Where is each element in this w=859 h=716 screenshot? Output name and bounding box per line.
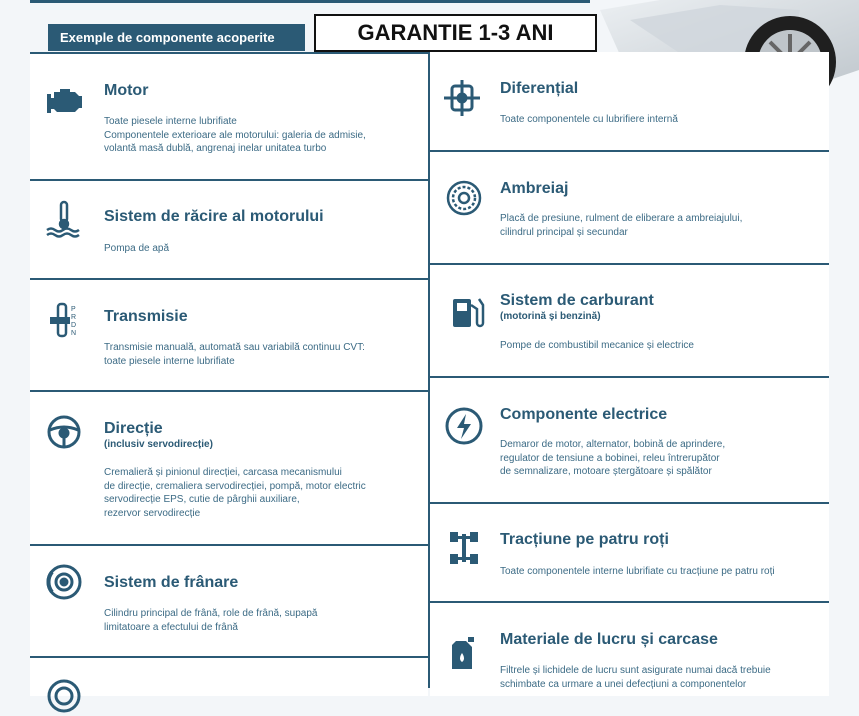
svg-text:P: P [71, 306, 76, 313]
card-subtitle: (inclusiv servodirecție) [104, 439, 213, 450]
card-motor [30, 52, 428, 179]
desc-line: Filtrele și lichidele de lucru sunt asigurate numai dacă trebuie [500, 665, 771, 676]
card-title: Sistem de carburant [500, 292, 654, 309]
svg-text:D: D [71, 322, 77, 329]
card-title: Diferențial [500, 80, 579, 97]
desc-line: de direcție, cremaliera servodirecției, pompă, motor electric [104, 480, 366, 492]
card-title: Transmisie [104, 308, 188, 325]
card-description [500, 664, 825, 691]
card-title: Sistem de răcire al motorului [104, 208, 324, 225]
partial-icon [44, 676, 84, 716]
lightning-icon [444, 406, 484, 446]
desc-line: schimbate ca urmare a unei defecțiuni a componentelor [500, 678, 747, 690]
card-title: Direcție [104, 420, 163, 437]
four-wheel-drive-icon [444, 528, 484, 568]
card-electrical [430, 376, 829, 502]
gear-shift-icon [44, 300, 84, 340]
card-cooling [30, 179, 428, 278]
card-clutch [430, 150, 829, 263]
desc-line: cilindrul principal și secundar [500, 226, 628, 238]
desc-line: Componentele exterioare ale motorului: galeria de admisie, [104, 129, 366, 141]
card-title: Sistem de frânare [104, 574, 239, 591]
card-description [500, 113, 820, 127]
desc-line: Toate piesele interne lubrifiate [104, 116, 237, 127]
desc-line: de semnalizare, motoare ștergătoare și spălător [500, 466, 712, 477]
top-border [30, 0, 590, 3]
card-description [500, 339, 820, 353]
coolant-thermometer-icon [44, 199, 84, 239]
card-fluids [430, 601, 829, 696]
card-description [104, 341, 414, 368]
card-title: Ambreiaj [500, 180, 569, 197]
card-steering [30, 390, 428, 544]
brake-disc-icon [44, 562, 84, 602]
card-transmission [30, 278, 428, 390]
card-title: Motor [104, 82, 149, 99]
desc-line: Cilindru principal de frână, role de frână, supapă [104, 608, 318, 619]
desc-line: Pompa de apă [104, 243, 170, 254]
card-subtitle: (motorină și benzină) [500, 311, 601, 322]
desc-line: volantă masă dublă, angrenaj inelar unitatea turbo [104, 143, 327, 154]
engine-icon [44, 80, 84, 120]
card-title: Materiale de lucru și carcase [500, 631, 718, 648]
fuel-pump-icon [448, 291, 488, 331]
differential-icon [442, 78, 482, 118]
card-title: Componente electrice [500, 406, 668, 423]
desc-line: rezervor servodirecție [104, 507, 201, 519]
desc-line: Cremalieră și pinionul direcției, carcasa mecanismului [104, 467, 342, 478]
clutch-icon [444, 178, 484, 218]
desc-line: Demaror de motor, alternator, bobină de aprindere, [500, 439, 726, 450]
desc-line: Toate componentele cu lubrifiere internă [500, 114, 678, 125]
desc-line: Toate componentele interne lubrifiate cu tracțiune pe patru roți [500, 566, 775, 577]
warranty-badge: GARANTIE 1-3 ANI [314, 14, 597, 52]
desc-line: Transmisie manuală, automată sau variabilă continuu CVT: [104, 342, 365, 353]
card-description [500, 212, 820, 239]
card-brakes [30, 544, 428, 656]
card-4wd [430, 502, 829, 601]
card-description [500, 565, 825, 579]
card-description [104, 607, 414, 634]
card-title: Tracțiune pe patru roți [500, 531, 669, 548]
card-description [500, 438, 820, 479]
desc-line: Pompe de combustibil mecanice și electrice [500, 340, 694, 351]
desc-line: servodirecție EPS, cutie de pârghii auxiliare, [104, 494, 300, 505]
section-label: Exemple de componente acoperite [48, 24, 305, 51]
desc-line: limitatoare a efectului de frână [104, 621, 238, 633]
card-differential [430, 52, 829, 150]
steering-wheel-icon [44, 412, 84, 452]
card-partial [30, 656, 428, 696]
oil-can-icon [446, 633, 486, 673]
svg-text:R: R [71, 314, 77, 321]
desc-line: toate piesele interne lubrifiate [104, 355, 235, 367]
desc-line: regulator de tensiune a bobinei, releu întrerupător [500, 452, 720, 464]
card-description [104, 466, 424, 520]
svg-text:N: N [71, 330, 77, 337]
desc-line: Placă de presiune, rulment de eliberare a ambreiajului, [500, 213, 743, 224]
card-fuel [430, 263, 829, 376]
card-description [104, 115, 414, 156]
card-description [104, 242, 414, 256]
